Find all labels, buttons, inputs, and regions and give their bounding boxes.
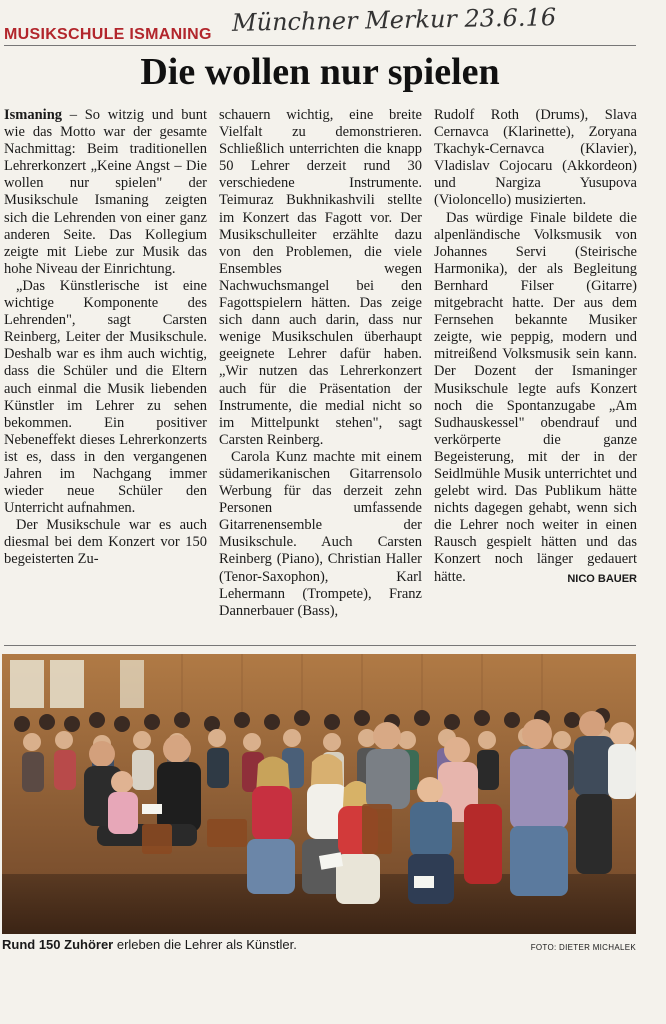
audience-photo	[2, 654, 636, 934]
paragraph: Rudolf Roth (Drums), Slava Cernavca (Klarinette), Zoryana Tkachyk-Cernavca (Klavier), Vladislav Cojocaru (Akkordeon) und Nargiza Yusupova (Violoncello) musizierten.	[434, 107, 637, 209]
article-column-2	[219, 107, 422, 620]
paragraph: Ismaning – So witzig und bunt wie das Motto war der gesamte Nachmittag: Beim traditionellen Lehrerkonzert „Keine Angst – Die wollen nur spielen" der Musikschule Ismaning zeigten sich die Lehrenden von einer ganz anderen Seite. Das Kollegium zeigte mit Liebe zur Musik das hohe Niveau der Einrichtung.	[4, 107, 207, 277]
article-column-1	[4, 107, 207, 569]
paragraph: schauern wichtig, eine breite Vielfalt zu demonstrieren. Schließlich unterrichten die knapp 50 Lehrer derzeit rund 30 verschiedene Instrumente. Teimuraz Bukhnikashvili stellte im Konzert das Fagott vor. Der Musikschulleiter erzählte dazu von den Problemen, die viele Ensembles wegen Nachwuchsmangel bei den Fagottspielern hätten. Das zeige sich dann auch darin, dass nur wenige Musikschulen überhaupt geeignete Lehrer dafür haben. „Wir nutzen das Lehrerkonzert auch für die Präsentation der Instrumente, die medial nicht so im Mittelpunkt stehen", sagt Carsten Reinberg.	[219, 107, 422, 448]
top-rule	[4, 45, 636, 46]
paragraph: „Das Künstlerische ist eine wichtige Komponente des Lehrenden", sagt Carsten Reinberg, Leiter der Musikschule. Deshalb war es ihm auch wichtig, dass die Schüler und die Eltern auch einmal die Musik liebenden Künstler im Lehrer zu sehen bekommen. Ein positiver Nebeneffekt dieses Lehrerkonzerts ist es, dass in den vergangenen Jahren im Nachgang immer wieder neue Schüler den Unterricht aufnahmen.	[4, 277, 207, 517]
headline: Die wollen nur spielen	[140, 51, 500, 93]
article-column-3	[434, 107, 637, 588]
byline: NICO BAUER	[567, 572, 637, 585]
photo-caption: Rund 150 Zuhörer erleben die Lehrer als Künstler.	[2, 937, 297, 952]
paragraph: Das würdige Finale bildete die alpenländische Volksmusik von Johannes Servi (Steirische Harmonika), der als Begleitung Bernhard Filser (Gitarre) mitgebracht hatte. Der aus dem Fernsehen bekannte Musiker zeigte, wie peppig, modern und mitreißend Volksmusik sein kann. Der Dozent der Ismaninger Musikschule legte aufs Konzert noch die Spontanzugabe „Am Sudhauskessel" obendrauf und verkörperte die ganze Begeisterung, mit der in der Seidlmühle Musik unterrichtet und gelebt wird. Das Publikum hätte nichts dagegen gehabt, wenn sich die Lehrer noch weiter in einen Rausch gespielt hätten und das Konzert noch länger gedauert hätte. NICO BAUER	[434, 210, 637, 586]
audience-photo-illustration	[2, 654, 636, 934]
paragraph: Carola Kunz machte mit einem südamerikanischen Gitarrensolo Werbung für das derzeit zehn Personen umfassende Gitarrenensemble der Musikschule. Auch Carsten Reinberg (Piano), Christian Haller (Tenor-Saxophon), Karl Lehermann (Trompete), Franz Dannerbauer (Bass),	[219, 448, 422, 619]
section-kicker: MUSIKSCHULE ISMANING	[4, 26, 212, 43]
photo-top-rule	[4, 645, 636, 646]
handwritten-source-note: Münchner Merkur 23.6.16	[231, 3, 557, 37]
photo-credit: FOTO: DIETER MICHALEK	[530, 943, 636, 952]
paragraph: Der Musikschule war es auch diesmal bei dem Konzert vor 150 begeisterten Zu-	[4, 517, 207, 568]
dateline-place: Ismaning	[4, 107, 63, 123]
